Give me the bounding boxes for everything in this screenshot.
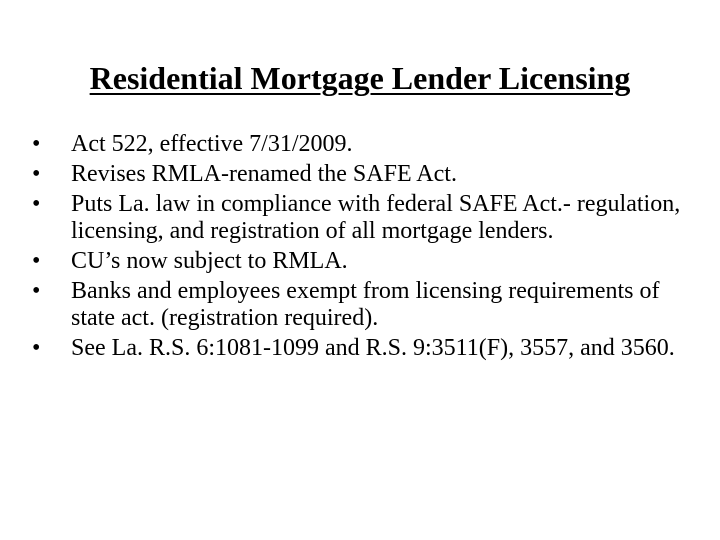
bullet-item	[32, 278, 682, 332]
bullet-text: CU’s now subject to RMLA.	[71, 248, 348, 274]
bullet-icon: •	[32, 191, 41, 217]
bullet-item	[32, 161, 682, 188]
bullet-icon: •	[32, 131, 41, 157]
bullet-icon: •	[32, 248, 41, 274]
bullet-item	[32, 335, 682, 362]
bullet-item	[32, 191, 682, 245]
bullet-text: Revises RMLA-renamed the SAFE Act.	[71, 161, 457, 187]
bullet-list	[32, 131, 682, 365]
slide-title: Residential Mortgage Lender Licensing	[89, 60, 631, 96]
bullet-item	[32, 131, 682, 158]
bullet-icon: •	[32, 335, 41, 361]
bullet-icon: •	[32, 161, 41, 187]
bullet-item	[32, 248, 682, 275]
bullet-text: See La. R.S. 6:1081-1099 and R.S. 9:3511(F), 3557, and 3560.	[71, 335, 675, 361]
bullet-icon: •	[32, 278, 41, 304]
bullet-text: Act 522, effective 7/31/2009.	[71, 131, 353, 157]
bullet-text: Banks and employees exempt from licensing requirements of state act. (registration required).	[71, 278, 660, 331]
bullet-text: Puts La. law in compliance with federal SAFE Act.- regulation, licensing, and registration of all mortgage lenders.	[71, 191, 681, 244]
